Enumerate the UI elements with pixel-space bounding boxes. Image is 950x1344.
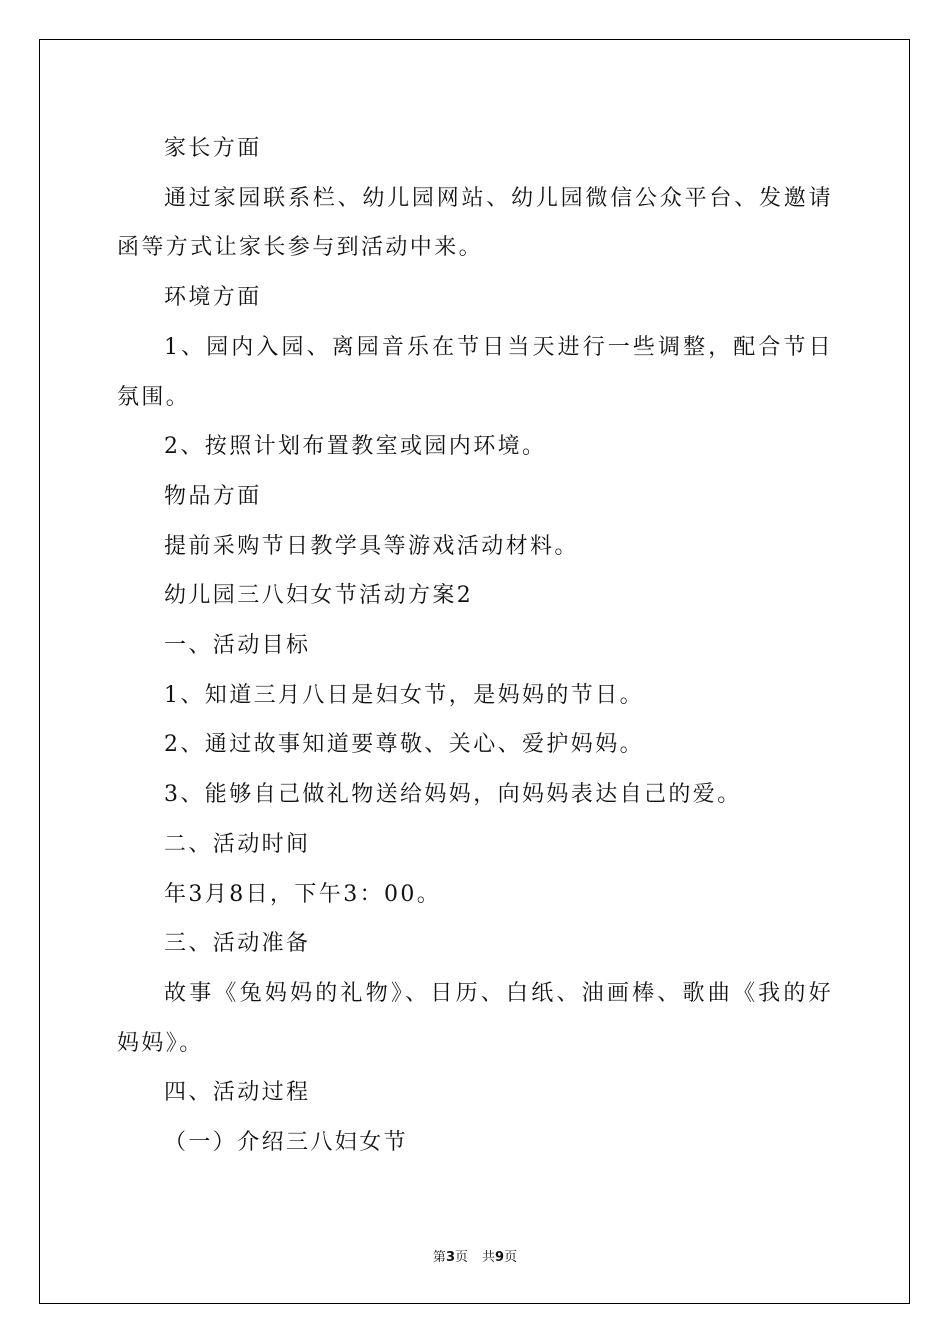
section-heading-materials: 物品方面 [164, 483, 262, 509]
footer-total-pages: 9 [495, 1250, 505, 1265]
section-heading-time: 二、活动时间 [164, 831, 311, 857]
section-heading-process: 四、活动过程 [164, 1080, 311, 1106]
footer-page-suffix: 页 [454, 1250, 468, 1265]
page-footer [0, 1246, 950, 1265]
section-heading-environment: 环境方面 [164, 285, 262, 311]
paragraph-environment-1: 1、园内入园、离园音乐在节日当天进行一些调整，配合节日氛围。 [117, 334, 833, 410]
paragraph-parents: 通过家园联系栏、幼儿园网站、幼儿园微信公众平台、发邀请函等方式让家长参与到活动中来。 [117, 185, 833, 261]
goal-item-1: 1、知道三月八日是妇女节，是妈妈的节日。 [164, 682, 644, 708]
goal-item-3: 3、能够自己做礼物送给妈妈，向妈妈表达自己的爱。 [164, 782, 742, 808]
paragraph-environment-2: 2、按照计划布置教室或园内环境。 [164, 434, 547, 460]
subsection-heading-intro: （一）介绍三八妇女节 [164, 1130, 409, 1156]
footer-total-prefix: 共 [482, 1250, 496, 1265]
goal-item-2: 2、通过故事知道要尊敬、关心、爱护妈妈。 [164, 732, 644, 758]
paragraph-preparation: 故事《兔妈妈的礼物》、日历、白纸、油画棒、歌曲《我的好妈妈》。 [117, 980, 833, 1056]
paragraph-time: 年3月8日，下午3：00。 [164, 881, 442, 907]
plan-title: 幼儿园三八妇女节活动方案2 [164, 583, 474, 609]
footer-page-number: 3 [445, 1250, 455, 1265]
section-heading-preparation: 三、活动准备 [164, 931, 311, 957]
paragraph-materials: 提前采购节日教学具等游戏活动材料。 [164, 533, 579, 559]
footer-page-prefix: 第 [432, 1250, 446, 1265]
section-heading-goals: 一、活动目标 [164, 633, 311, 659]
document-body [117, 124, 833, 1168]
section-heading-parents: 家长方面 [164, 136, 262, 161]
footer-total-suffix: 页 [504, 1250, 518, 1265]
